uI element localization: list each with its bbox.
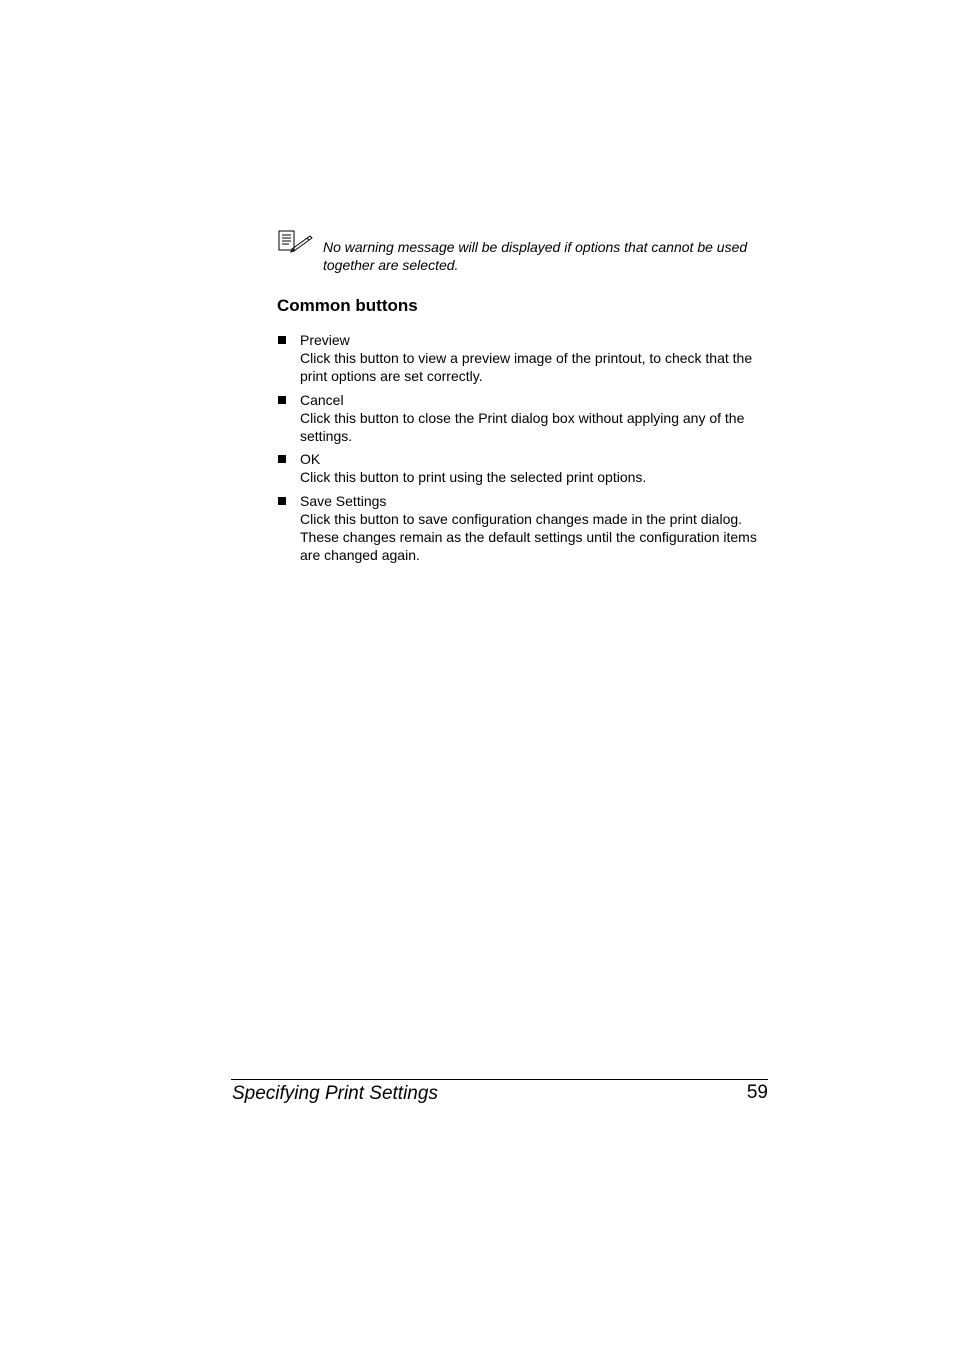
item-description: Click this button to print using the selected print options. <box>300 469 647 485</box>
item-title: OK <box>300 451 321 467</box>
square-bullet-icon <box>278 396 286 404</box>
footer-divider <box>231 1079 768 1080</box>
page-number: 59 <box>746 1082 768 1103</box>
square-bullet-icon <box>278 455 286 463</box>
item-title: Cancel <box>300 392 344 408</box>
item-description: Click this button to close the Print dialog box without applying any of the settings. <box>300 410 745 444</box>
item-description: Click this button to view a preview image of the printout, to check that the print options are set correctly. <box>300 350 753 384</box>
section-heading: Common buttons <box>277 296 418 315</box>
note-text: No warning message will be displayed if options that cannot be used together are selected. <box>323 239 748 273</box>
item-title: Save Settings <box>300 493 387 509</box>
note-pencil-icon <box>278 230 314 254</box>
square-bullet-icon <box>278 497 286 505</box>
item-description: Click this button to save configuration changes made in the print dialog. These changes remain as the default settings until the configuration items are changed again. <box>300 511 757 563</box>
item-title: Preview <box>300 332 350 348</box>
footer-title: Specifying Print Settings <box>232 1083 438 1104</box>
square-bullet-icon <box>278 336 286 344</box>
